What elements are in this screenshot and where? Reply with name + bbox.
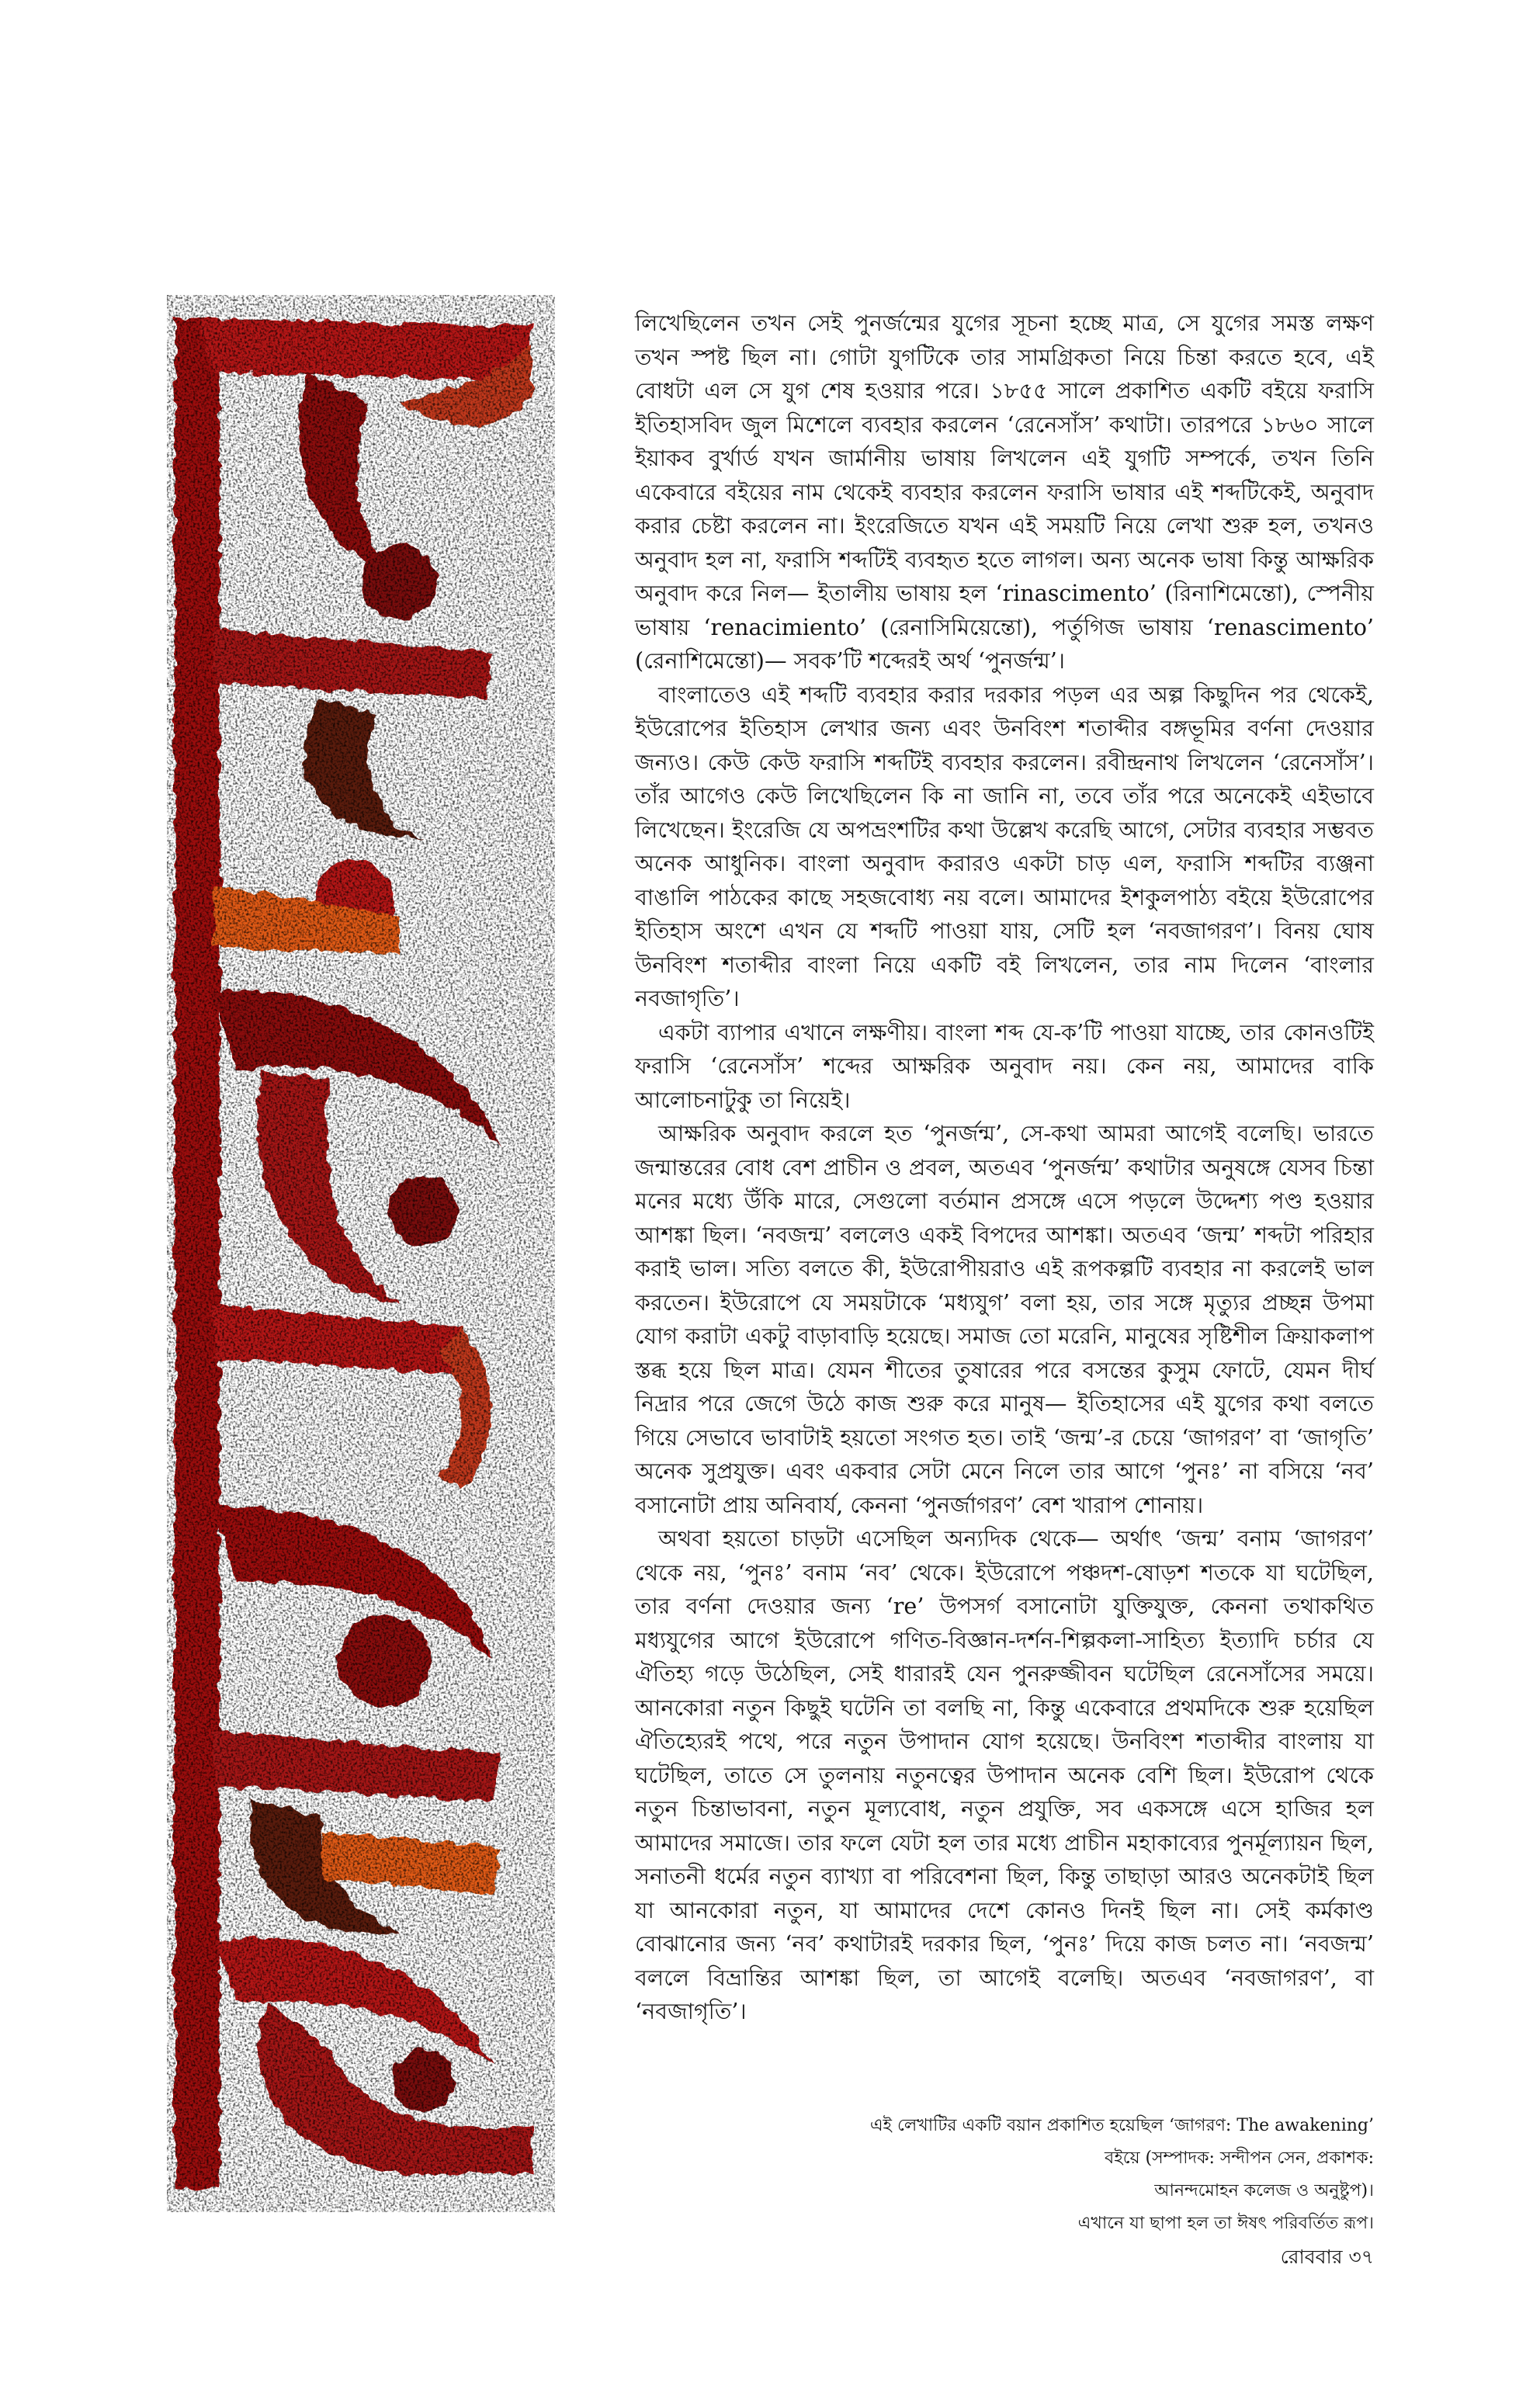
footnote-line: আনন্দমোহন কলেজ ও অনুষ্টুপ)। (1154, 2181, 1374, 2201)
article-paragraph: লিখেছিলেন তখন সেই পুনর্জন্মের যুগের সূচনা হচ্ছে মাত্র, সে যুগের সমস্ত লক্ষণ তখন স্পষ্ট ছিল না। গোটা যুগটিকে তার সামগ্রিকতা নিয়ে চিন্তা করতে হবে, এই বোধটা এল সে যুগ শেষ হওয়ার পরে। ১৮৫৫ সালে প্রকাশিত একটি বইয়ে ফরাসি ইতিহাসবিদ জুল মিশেলে ব্যবহার করলেন ‘রেনেসাঁস’ কথাটা। তারপরে ১৮৬০ সালে ইয়াকব বুর্খার্ড যখন জার্মানীয় ভাষায় লিখলেন এই যুগটি সম্পর্কে, তখন তিনি একেবারে বইয়ের নাম থেকেই ব্যবহার করলেন ফরাসি ভাষার এই শব্দটিকেই, অনুবাদ করার চেষ্টা করলেন না। ইংরেজিতে যখন এই সময়টি নিয়ে লেখা শুরু হল, তখনও অনুবাদ হল না, ফরাসি শব্দটিই ব্যবহৃত হতে লাগল। অন্য অনেক ভাষা কিন্তু আক্ষরিক অনুবাদ করে নিল— ইতালীয় ভাষায় হল ‘rinascimento’ (রিনাশিমেন্তো), স্পেনীয় ভাষায় ‘renacimiento’ (রেনাসিমিয়েন্তো), পর্তুগিজ ভাষায় ‘renascimento’ (রেনাশিমেন্তো)— সবক’টি শব্দেরই অর্থ ‘পুনর্জন্ম’। (635, 310, 1374, 674)
article-paragraph: আক্ষরিক অনুবাদ করলে হত ‘পুনর্জন্ম’, সে-কথা আমরা আগেই বলেছি। ভারতে জন্মান্তরের বোধ বেশ প্রাচীন ও প্রবল, অতএব ‘পুনর্জন্ম’ কথাটার অনুষঙ্গে যেসব চিন্তা মনের মধ্যে উঁকি মারে, সেগুলো বর্তমান প্রসঙ্গে এসে পড়লে উদ্দেশ্য পণ্ড হওয়ার আশঙ্কা ছিল। ‘নবজন্ম’ বললেও একই বিপদের আশঙ্কা। অতএব ‘জন্ম’ শব্দটা পরিহার করাই ভাল। সত্যি বলতে কী, ইউরোপীয়রাও এই রূপকল্পটি ব্যবহার না করলেই ভাল করতেন। ইউরোপে যে সময়টাকে ‘মধ্যযুগ’ বলা হয়, তার সঙ্গে মৃত্যুর প্রচ্ছন্ন উপমা যোগ করাটা একটু বাড়াবাড়ি হয়েছে। সমাজ তো মরেনি, মানুষের সৃষ্টিশীল ক্রিয়াকলাপ স্তব্ধ হয়ে ছিল মাত্র। যেমন শীতের তুষারের পরে বসন্তের কুসুম ফোটে, যেমন দীর্ঘ নিদ্রার পরে জেগে উঠে কাজ শুরু করে মানুষ— ইতিহাসের এই যুগের কথা বলতে গিয়ে সেভাবে ভাবাটাই হয়তো সংগত হত। তাই ‘জন্ম’-র চেয়ে ‘জাগরণ’ বা ‘জাগৃতি’ অনেক সুপ্রযুক্ত। এবং একবার সেটা মেনে নিলে তার আগে ‘পুনঃ’ না বসিয়ে ‘নব’ বসানোটা প্রায় অনিবার্য, কেননা ‘পুনর্জাগরণ’ বেশ খারাপ শোনায়। (635, 1120, 1374, 1518)
publication-footnote (776, 2110, 1374, 2240)
article-body (635, 307, 1374, 2029)
page-folio: রোববার ৩৭ (1280, 2246, 1374, 2268)
footnote-line: বইয়ে (সম্পাদক: সন্দীপন সেন, প্রকাশক: (1105, 2148, 1374, 2168)
article-paragraph: বাংলাতেও এই শব্দটি ব্যবহার করার দরকার পড়ল এর অল্প কিছুদিন পর থেকেই, ইউরোপের ইতিহাস লেখার জন্য এবং উনবিংশ শতাব্দীর বঙ্গভূমির বর্ণনা দেওয়ার জন্যও। কেউ কেউ ফরাসি শব্দটিই ব্যবহার করলেন। রবীন্দ্রনাথ লিখলেন ‘রেনেসাঁস’। তাঁর আগেও কেউ লিখেছিলেন কি না জানি না, তবে তাঁর পরে অনেকেই এইভাবে লিখেছেন। ইংরেজি যে অপভ্রংশটির কথা উল্লেখ করেছি আগে, সেটার ব্যবহার সম্ভবত অনেক আধুনিক। বাংলা অনুবাদ করারও একটা চাড় এল, ফরাসি শব্দটির ব্যঞ্জনা বাঙালি পাঠকের কাছে সহজবোধ্য নয় বলে। আমাদের ইশকুলপাঠ্য বইয়ে ইউরোপের ইতিহাস অংশে এখন যে শব্দটি পাওয়া যায়, সেটি হল ‘নবজাগরণ’। বিনয় ঘোষ উনবিংশ শতাব্দীর বাংলা নিয়ে একটি বই লিখলেন, তার নাম দিলেন ‘বাংলার নবজাগৃতি’। (635, 681, 1375, 1011)
article-paragraph: অথবা হয়তো চাড়টা এসেছিল অন্যদিক থেকে— অর্থাৎ ‘জন্ম’ বনাম ‘জাগরণ’ থেকে নয়, ‘পুনঃ’ বনাম ‘নব’ থেকে। ইউরোপে পঞ্চদশ-ষোড়শ শতকে যা ঘটেছিল, তার বর্ণনা দেওয়ার জন্য ‘re’ উপসর্গ বসানোটা যুক্তিযুক্ত, কেননা তথাকথিত মধ্যযুগের আগে ইউরোপে গণিত-বিজ্ঞান-দর্শন-শিল্পকলা-সাহিত্য ইত্যাদি চর্চার যে ঐতিহ্য গড়ে উঠেছিল, সেই ধারারই যেন পুনরুজ্জীবন ঘটেছিল রেনেসাঁসের সময়ে। আনকোরা নতুন কিছুই ঘটেনি তা বলছি না, কিন্তু একেবারে প্রথমদিকে শুরু হয়েছিল ঐতিহ্যেরই পথে, পরে নতুন উপাদান যোগ হয়েছে। উনবিংশ শতাব্দীর বাংলায় যা ঘটেছিল, তাতে সে তুলনায় নতুনত্বের উপাদান অনেক বেশি ছিল। ইউরোপ থেকে নতুন চিন্তাভাবনা, নতুন মূল্যবোধ, নতুন প্রযুক্তি, সব একসঙ্গে এসে হাজির হল আমাদের সমাজে। তার ফলে যেটা হল তার মধ্যে প্রাচীন মহাকাব্যের পুনর্মূল্যায়ন ছিল, সনাতনী ধর্মের নতুন ব্যাখ্যা বা পরিবেশনা ছিল, কিন্তু তাছাড়া আরও অনেকটাই ছিল যা আনকোরা নতুন, যা আমাদের দেশে কোনও দিনই ছিল না। সেই কর্মকাণ্ড বোঝানোর জন্য ‘নব’ কথাটারই দরকার ছিল, ‘পুনঃ’ দিয়ে কাজ চলত না। ‘নবজন্ম’ বললে বিভ্রান্তির আশঙ্কা ছিল, তা আগেই বলেছি। অতএব ‘নবজাগরণ’, বা ‘নবজাগৃতি’। (635, 1525, 1374, 2024)
article-paragraph: একটা ব্যাপার এখানে লক্ষণীয়। বাংলা শব্দ যে-ক’টি পাওয়া যাচ্ছে, তার কোনওটিই ফরাসি ‘রেনেসাঁস’ শব্দের আক্ষরিক অনুবাদ নয়। কেন নয়, আমাদের বাকি আলোচনাটুকু তা নিয়েই। (635, 1018, 1374, 1113)
footnote-line: এখানে যা ছাপা হল তা ঈষৎ পরিবর্তিত রূপ। (1077, 2214, 1374, 2233)
footnote-line: এই লেখাটির একটি বয়ান প্রকাশিত হয়েছিল ‘জাগরণ: The awakening’ (869, 2116, 1374, 2135)
decorative-calligraphy-artwork (167, 295, 555, 2212)
